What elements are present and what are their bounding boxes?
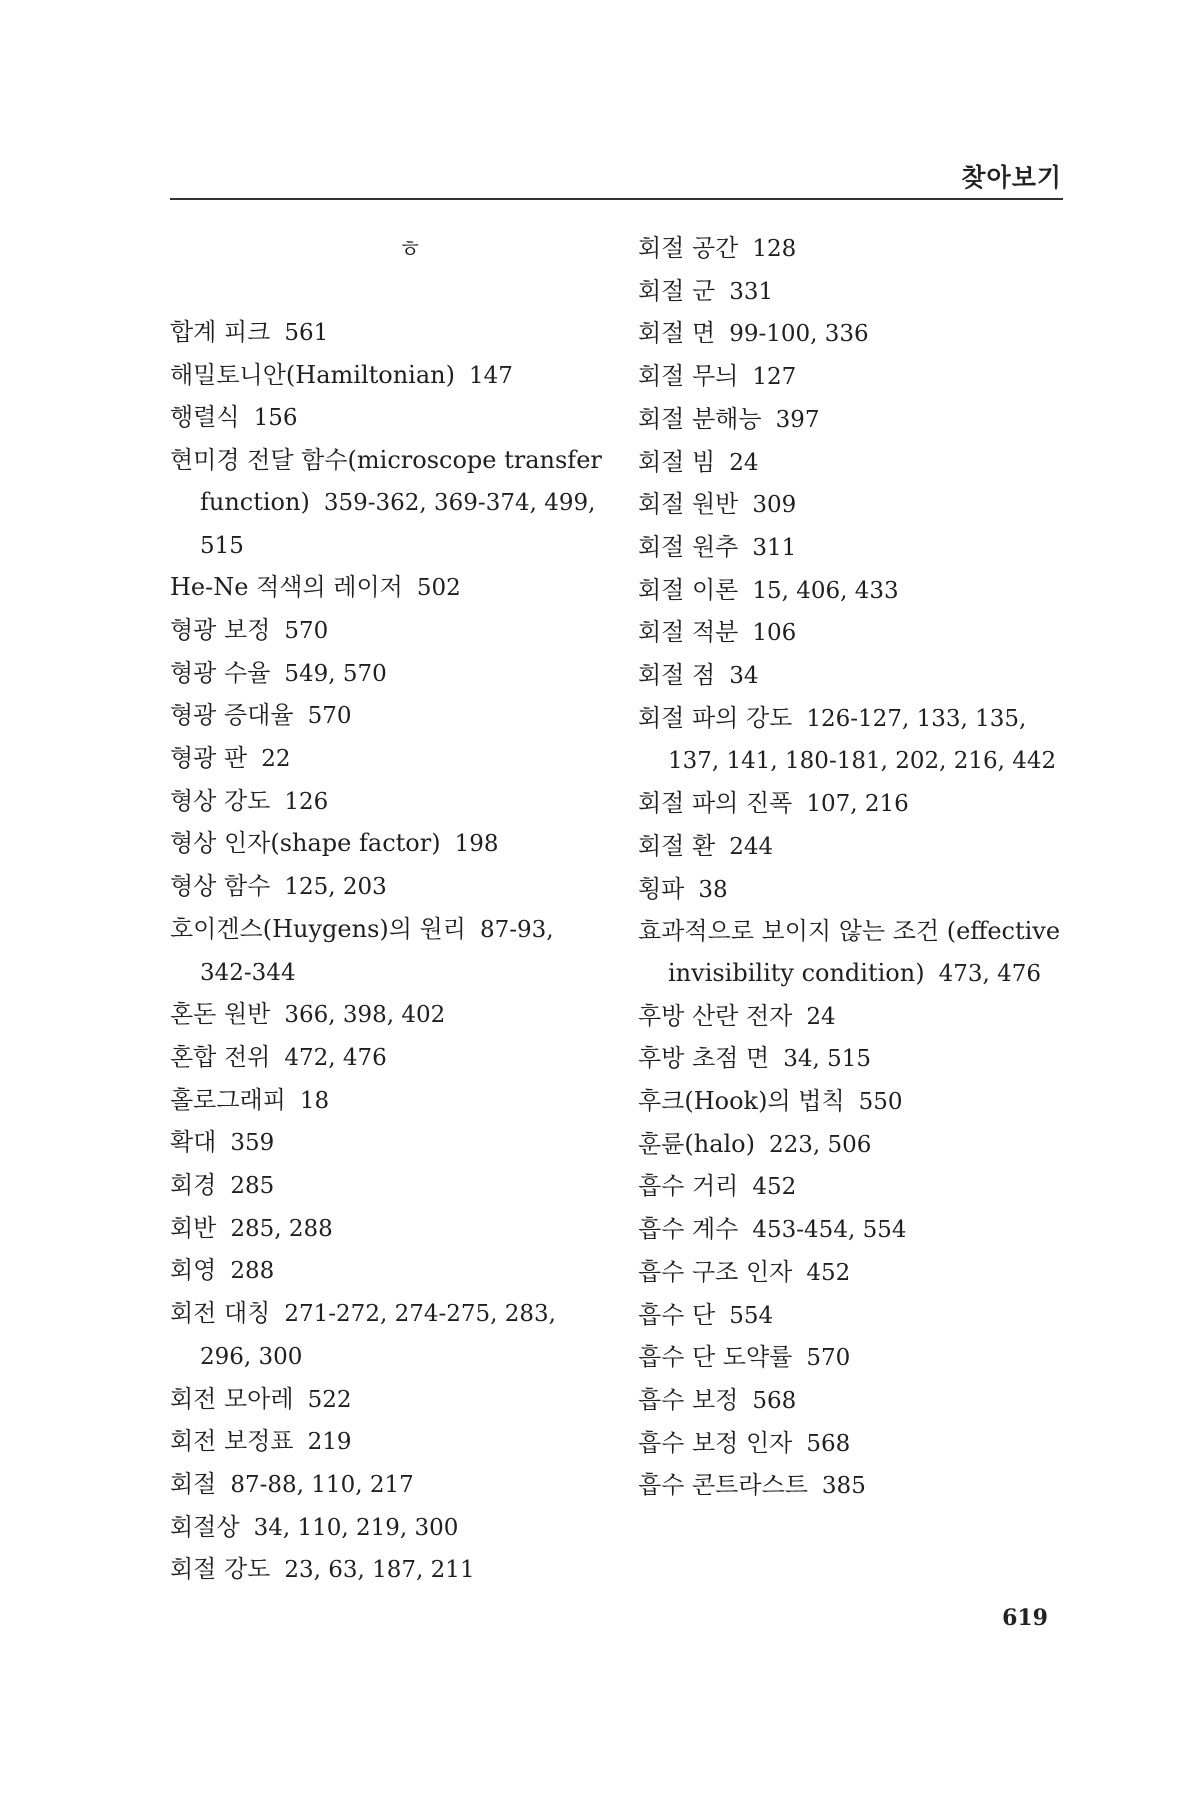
index-entry [170, 1165, 610, 1208]
index-entry [638, 1209, 1068, 1252]
index-entry [170, 781, 610, 824]
page-number: 619 [1002, 1605, 1048, 1631]
index-term: 회반 [170, 1213, 217, 1242]
index-term: 회절 [170, 1469, 217, 1498]
index-pages: 568 [752, 1387, 797, 1414]
index-entry [170, 1293, 610, 1378]
index-entry [638, 570, 1068, 613]
index-entry [638, 1337, 1068, 1380]
section-letter: ㅎ [398, 235, 422, 263]
index-pages: 23, 63, 187, 211 [284, 1557, 475, 1584]
index-term: 회경 [170, 1171, 217, 1200]
index-term: 훈륜(halo) [638, 1129, 755, 1158]
index-term: 후방 초점 면 [638, 1044, 770, 1073]
index-entry [170, 1464, 610, 1507]
index-term: 형광 수율 [170, 658, 271, 687]
index-pages: 311 [752, 534, 797, 561]
section-gap [170, 270, 610, 312]
index-entry [638, 442, 1068, 485]
index-entry [638, 1124, 1068, 1167]
index-entry [170, 1507, 610, 1550]
index-entry [170, 610, 610, 653]
index-pages: 128 [752, 236, 797, 262]
index-pages: 359-362, 369-374, 499, 515 [200, 489, 596, 559]
index-term: 해밀토니안(Hamiltonian) [170, 360, 455, 389]
index-pages: 126-127, 133, 135, 137, 141, 180-181, 202, 216, 442 [668, 705, 1057, 775]
index-entry [638, 1166, 1068, 1209]
index-entry [638, 484, 1068, 527]
index-term: 회절 원반 [638, 490, 739, 519]
index-pages: 472, 476 [284, 1044, 387, 1071]
index-entry [170, 312, 610, 355]
index-entry [638, 271, 1068, 314]
index-entry [170, 866, 610, 909]
index-entry [638, 655, 1068, 698]
index-entry [638, 1295, 1068, 1338]
index-entry [170, 653, 610, 696]
index-entry [170, 440, 610, 567]
index-term: 혼돈 원반 [170, 1000, 271, 1029]
index-term: 형광 증대율 [170, 701, 294, 730]
index-entry [170, 1208, 610, 1251]
index-entry [170, 1421, 610, 1464]
index-entry [170, 1037, 610, 1080]
index-column-left [170, 228, 610, 1592]
index-term: 회절 파의 강도 [638, 703, 793, 732]
index-pages: 127 [752, 364, 797, 391]
index-entry [170, 823, 610, 866]
index-pages: 285, 288 [230, 1215, 333, 1242]
index-pages: 125, 203 [284, 874, 387, 901]
index-pages: 285 [230, 1173, 275, 1200]
index-entry [638, 698, 1068, 783]
index-entry [170, 994, 610, 1037]
index-column-right [638, 228, 1068, 1508]
index-term: 형상 함수 [170, 872, 271, 901]
index-pages: 244 [729, 833, 774, 860]
index-term: 형광 보정 [170, 615, 271, 644]
index-pages: 223, 506 [769, 1131, 872, 1158]
index-entry [638, 1465, 1068, 1508]
index-pages: 38 [698, 876, 728, 903]
index-pages: 385 [821, 1473, 866, 1500]
index-term: 회절 분해능 [638, 404, 762, 433]
index-pages: 288 [230, 1258, 275, 1285]
index-term: 형상 강도 [170, 786, 271, 815]
index-pages: 568 [806, 1430, 851, 1457]
index-term: 흡수 계수 [638, 1215, 739, 1244]
index-pages: 452 [806, 1259, 851, 1286]
index-pages: 34 [729, 663, 759, 690]
index-entry [638, 1038, 1068, 1081]
index-entry [638, 399, 1068, 442]
index-pages: 522 [307, 1386, 352, 1413]
index-term: 후크(Hook)의 법칙 [638, 1087, 845, 1116]
index-entry [170, 738, 610, 781]
index-entry [170, 1549, 610, 1592]
index-pages: 554 [729, 1302, 774, 1329]
index-entry [638, 1380, 1068, 1423]
index-term: 흡수 단 [638, 1300, 716, 1329]
index-term: 호이겐스(Huygens)의 원리 [170, 914, 466, 943]
index-term: 현미경 전달 함수(microscope transfer function) [170, 446, 602, 516]
index-term: 회절 군 [638, 276, 716, 305]
index-term: 효과적으로 보이지 않는 조건 (effective invisibility condition) [638, 917, 1061, 987]
index-term: 회절 무늬 [638, 362, 739, 391]
index-pages: 219 [307, 1429, 352, 1456]
index-term: 회절 원추 [638, 532, 739, 561]
index-term: 회절 빔 [638, 447, 716, 476]
index-entry [638, 1423, 1068, 1466]
index-pages: 147 [469, 362, 513, 389]
index-pages: 271-272, 274-275, 283, 296, 300 [200, 1301, 556, 1370]
index-term: 회절상 [170, 1512, 240, 1541]
index-term: 확대 [170, 1128, 217, 1157]
index-pages: 24 [806, 1003, 836, 1030]
index-pages: 561 [284, 320, 329, 346]
index-pages: 87-88, 110, 217 [230, 1471, 414, 1498]
index-term: 회절 점 [638, 661, 716, 690]
index-pages: 106 [752, 620, 797, 647]
index-term: 홀로그래피 [170, 1085, 286, 1114]
index-term: 합계 피크 [170, 318, 271, 346]
header-rule [170, 198, 1063, 200]
index-pages: 34, 110, 219, 300 [253, 1514, 459, 1541]
index-term: 회영 [170, 1256, 217, 1285]
index-entry [170, 567, 610, 610]
index-term: 흡수 보정 인자 [638, 1428, 793, 1457]
index-entry [170, 355, 610, 398]
index-entry [638, 612, 1068, 655]
index-term: He-Ne 적색의 레이저 [170, 573, 403, 602]
index-entry [638, 527, 1068, 570]
index-pages: 359 [230, 1130, 275, 1157]
left-entries [170, 312, 610, 1592]
index-entry [638, 826, 1068, 869]
index-entry [638, 1081, 1068, 1124]
running-head: 찾아보기 [961, 163, 1062, 192]
index-term: 흡수 보정 [638, 1385, 739, 1414]
index-pages: 126 [284, 788, 329, 815]
right-entries [638, 228, 1068, 1508]
index-pages: 473, 476 [938, 960, 1041, 987]
index-pages: 502 [416, 575, 461, 602]
index-term: 행렬식 [170, 403, 240, 432]
index-pages: 18 [299, 1087, 330, 1114]
index-pages: 24 [729, 449, 759, 476]
index-term: 회전 모아레 [170, 1384, 294, 1413]
index-term: 회절 파의 진폭 [638, 789, 793, 818]
index-pages: 34, 515 [783, 1046, 871, 1073]
index-entry [638, 996, 1068, 1039]
index-pages: 452 [752, 1174, 797, 1201]
index-pages: 198 [454, 831, 499, 858]
index-term: 회절 강도 [170, 1555, 271, 1584]
index-term: 회절 공간 [638, 234, 739, 262]
index-term: 회절 적분 [638, 618, 739, 647]
index-pages: 366, 398, 402 [284, 1002, 446, 1029]
index-entry [170, 1080, 610, 1123]
index-pages: 15, 406, 433 [752, 577, 899, 604]
index-term: 형상 인자(shape factor) [170, 829, 441, 858]
index-entry [638, 356, 1068, 399]
index-term: 후방 산란 전자 [638, 1001, 793, 1030]
index-entry [170, 397, 610, 440]
index-pages: 87-93, 342-344 [200, 916, 554, 986]
index-entry [170, 909, 610, 994]
index-pages: 550 [858, 1089, 903, 1116]
index-pages: 570 [307, 703, 352, 730]
index-pages: 453-454, 554 [752, 1217, 907, 1244]
index-term: 형광 판 [170, 744, 248, 773]
index-term: 회전 대칭 [170, 1299, 271, 1328]
index-entry [638, 228, 1068, 271]
index-entry [170, 695, 610, 738]
index-pages: 309 [752, 492, 797, 519]
index-term: 흡수 단 도약률 [638, 1343, 793, 1372]
index-entry [638, 911, 1068, 995]
index-entry [638, 869, 1068, 912]
index-term: 회전 보정표 [170, 1427, 294, 1456]
index-term: 흡수 구조 인자 [638, 1257, 793, 1286]
index-term: 회절 환 [638, 831, 716, 860]
index-pages: 22 [261, 746, 291, 773]
index-term: 횡파 [638, 874, 685, 903]
index-entry [170, 1379, 610, 1422]
index-pages: 156 [253, 405, 298, 432]
index-term: 회절 이론 [638, 575, 739, 604]
index-pages: 99-100, 336 [729, 321, 869, 348]
index-entry [170, 1122, 610, 1165]
index-term: 흡수 콘트라스트 [638, 1471, 808, 1500]
index-entry [638, 783, 1068, 826]
index-pages: 107, 216 [806, 791, 909, 818]
index-entry [638, 1252, 1068, 1295]
index-pages: 570 [284, 617, 329, 644]
index-term: 혼합 전위 [170, 1042, 271, 1071]
index-entry [638, 313, 1068, 356]
index-pages: 397 [775, 406, 820, 433]
index-pages: 331 [729, 278, 774, 305]
index-pages: 549, 570 [284, 660, 387, 687]
index-entry [170, 1250, 610, 1293]
index-pages: 570 [806, 1345, 851, 1372]
index-term: 회절 면 [638, 319, 716, 348]
index-term: 흡수 거리 [638, 1172, 739, 1201]
